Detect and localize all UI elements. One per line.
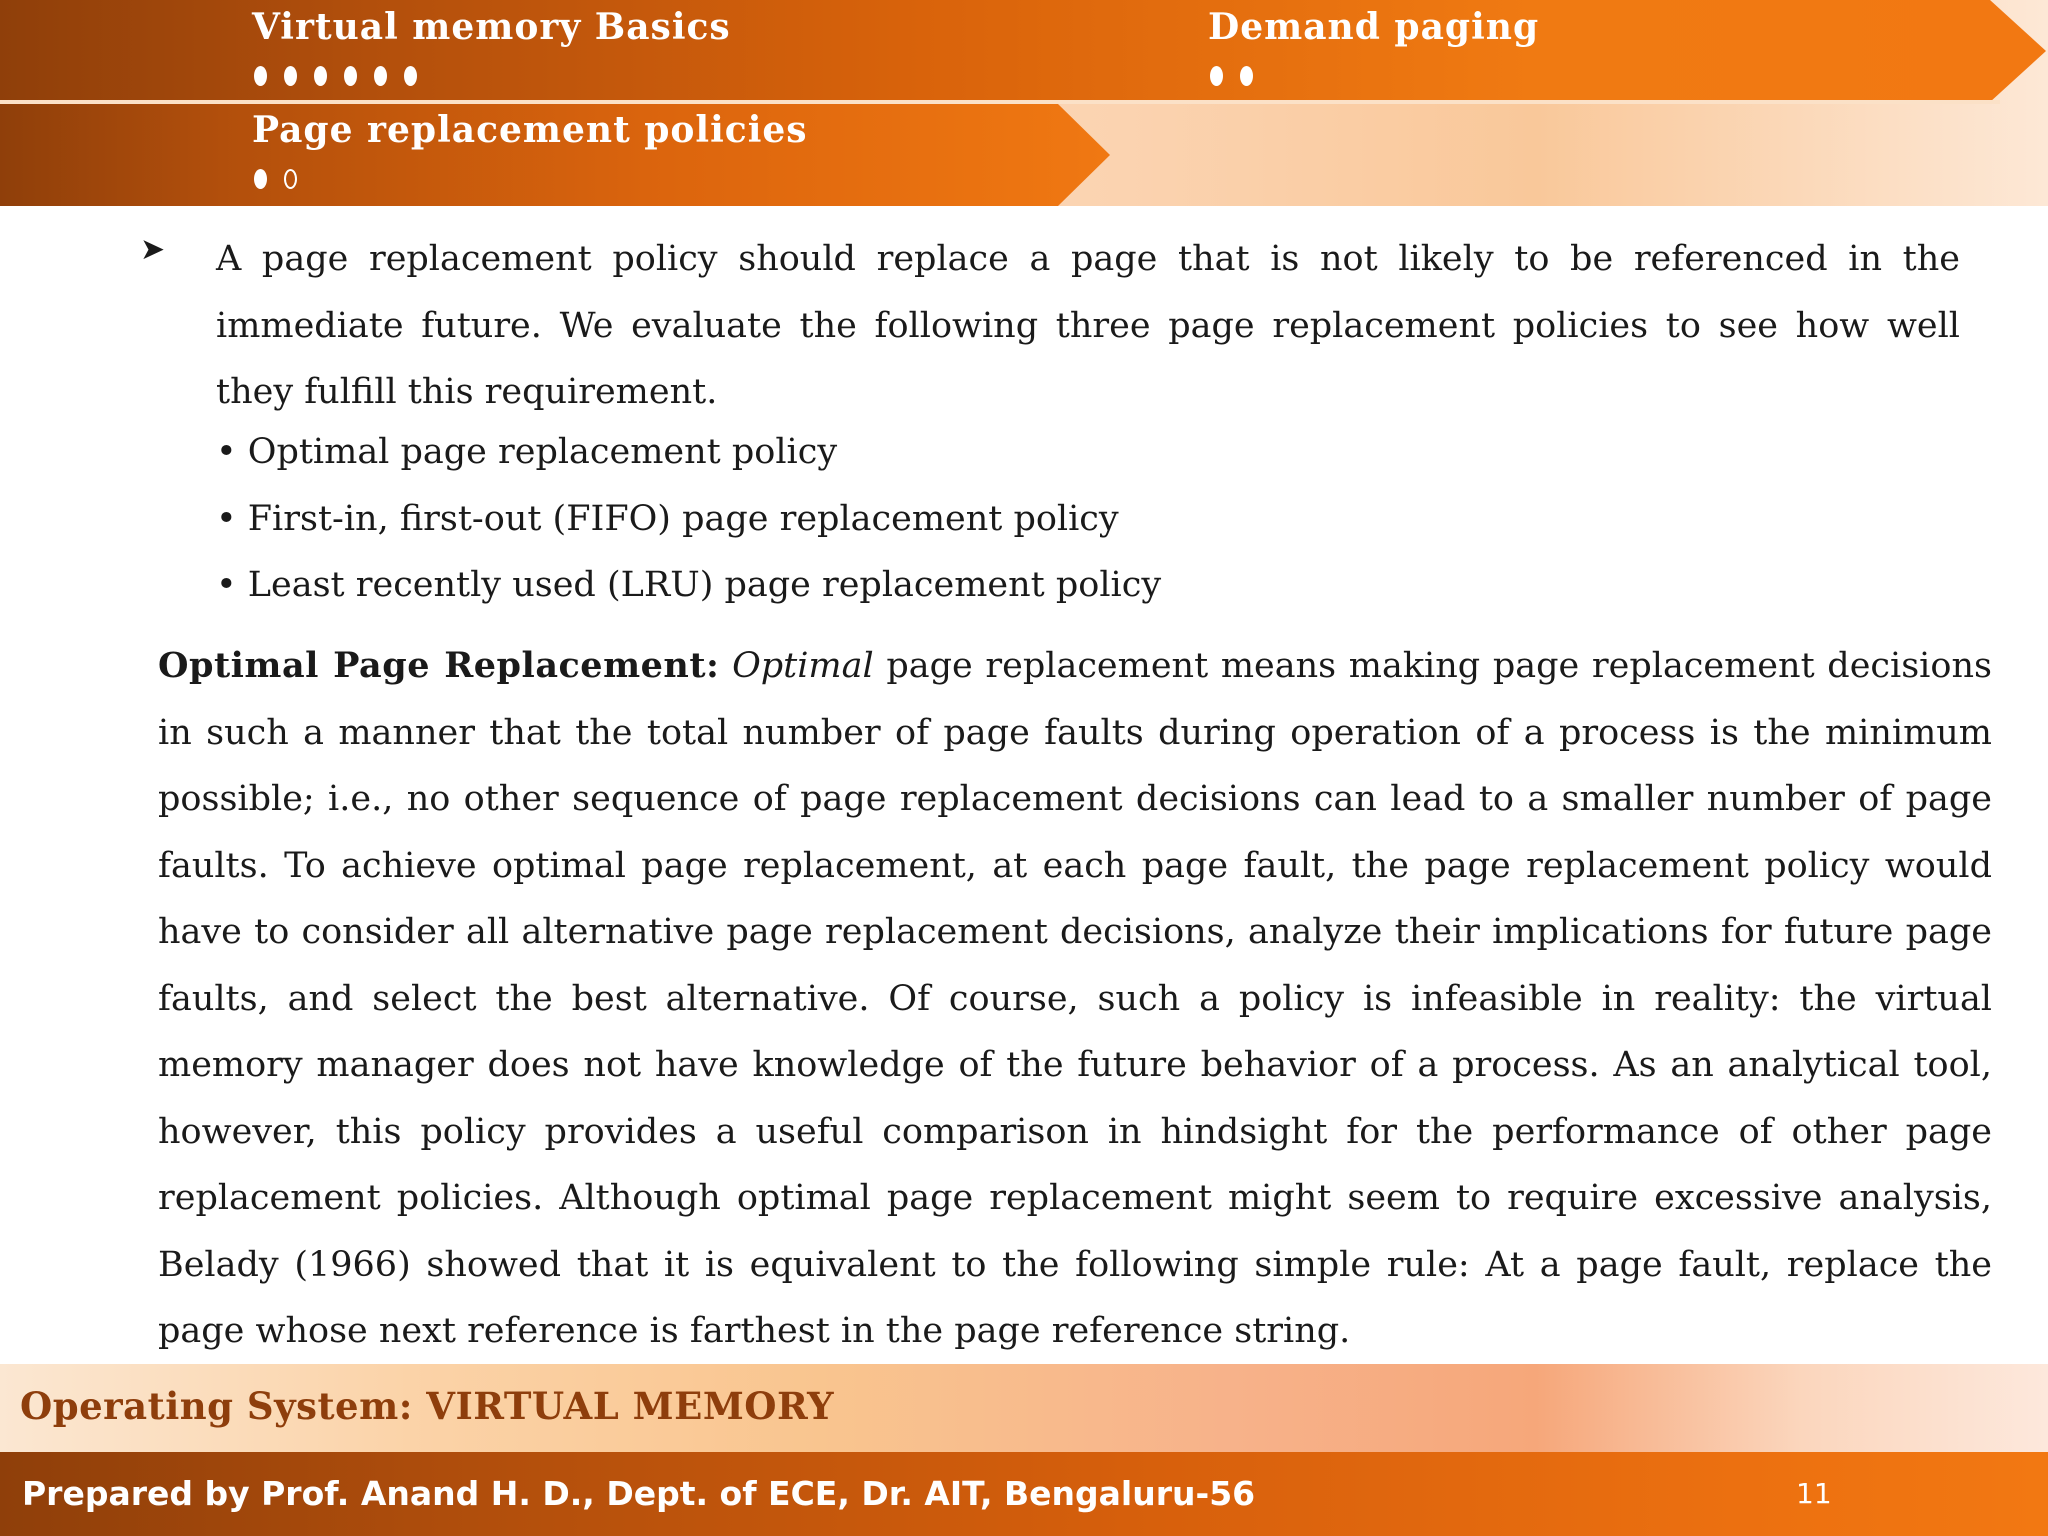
list-item: • First-in, first-out (FIFO) page replacement policy [216, 498, 1119, 539]
header-divider [0, 100, 2000, 104]
progress-dot[interactable] [404, 66, 417, 86]
footer-course-title: Operating System: VIRTUAL MEMORY [20, 1384, 835, 1428]
progress-dot[interactable] [1210, 66, 1223, 86]
policy-list [216, 419, 1161, 619]
page-number: 11 [1796, 1477, 1832, 1510]
paragraph-heading: Optimal Page Replacement: [158, 645, 720, 686]
progress-dot[interactable] [1240, 66, 1253, 86]
arrow-bullet-icon: ➤ [140, 232, 166, 267]
progress-dot[interactable] [284, 169, 297, 189]
progress-dot[interactable] [314, 66, 327, 86]
section-progress-dots-1 [254, 66, 417, 86]
progress-dot[interactable] [254, 66, 267, 86]
paragraph-body: page replacement means making page replacement decisions in such a manner that the total number of page faults during operation of a process is the minimum possible; i.e., no other sequence of page replacement decisions can lead to a smaller number of page faults. To achieve optimal page replacement, at each page fault, the page replacement policy would have to consider all alternative page replacement decisions, analyze their implications for future page faults, and select the best alternative. Of course, such a policy is infeasible in reality: the virtual memory manager does not have knowledge of the future behavior of a process. As an analytical tool, however, this policy provides a useful comparison in hindsight for the performance of other page replacement policies. Although optimal page replacement might seem to require excessive analysis, Belady (1966) showed that it is equivalent to the following simple rule: At a page fault, replace the page whose next reference is farthest in the page reference string. [158, 646, 1992, 1351]
section-progress-dots-3 [254, 169, 297, 189]
lead-paragraph: A page replacement policy should replace a page that is not likely to be referenced in the immediate future. We evaluate the following three page replacement policies to see how well they fulfill this requirement. [216, 239, 1960, 412]
optimal-replacement-paragraph [158, 633, 1992, 1365]
progress-dot[interactable] [284, 66, 297, 86]
section-progress-dots-2 [1210, 66, 1253, 86]
list-item: • Least recently used (LRU) page replacement policy [216, 565, 1162, 605]
emphasis-optimal: Optimal [732, 646, 874, 686]
list-item: • Optimal page replacement policy [216, 432, 838, 472]
progress-dot[interactable] [344, 66, 357, 86]
section-title-demand-paging[interactable]: Demand paging [1208, 6, 1540, 48]
footer-credit: Prepared by Prof. Anand H. D., Dept. of ECE, Dr. AIT, Bengaluru-56 [22, 1474, 1256, 1513]
section-title-virtual-memory-basics[interactable]: Virtual memory Basics [252, 6, 731, 48]
progress-dot-current[interactable] [254, 169, 267, 189]
progress-dot[interactable] [374, 66, 387, 86]
section-title-page-replacement-policies[interactable]: Page replacement policies [252, 109, 808, 151]
